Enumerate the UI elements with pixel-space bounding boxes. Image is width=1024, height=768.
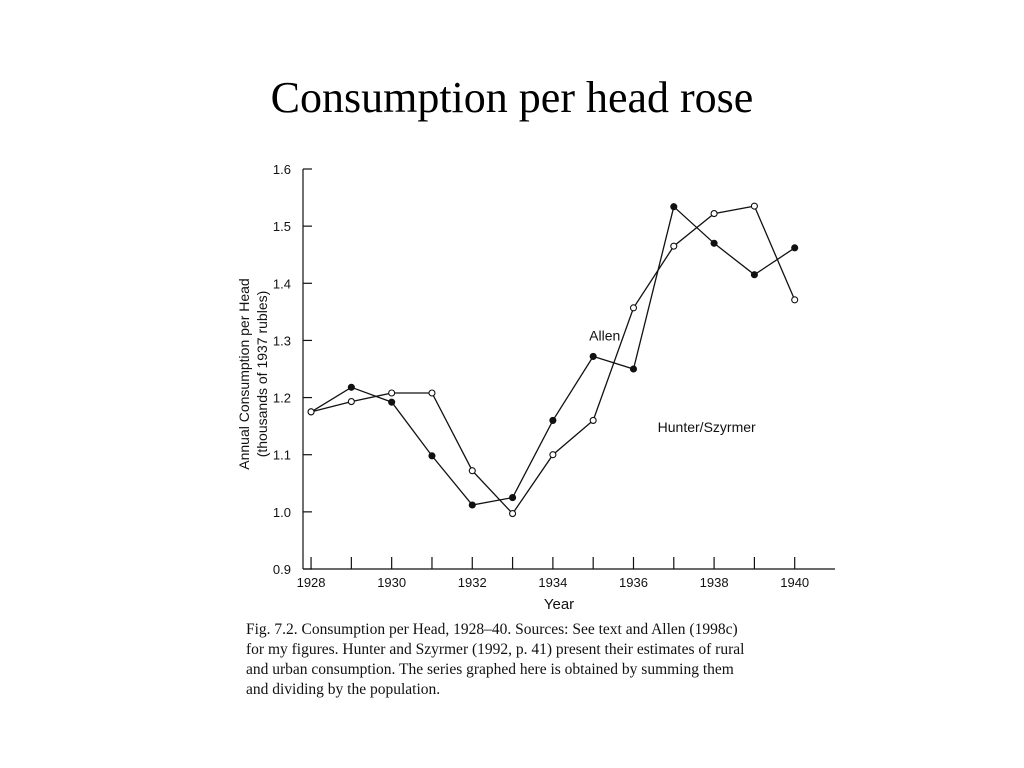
hunter-szyrmer-series-line (311, 206, 795, 513)
caption-line: for my figures. Hunter and Szyrmer (1992, p. 41) present their estimates of rural (246, 641, 745, 658)
y-tick-label: 1.1 (272, 447, 291, 463)
caption-line: and urban consumption. The series graphed here is obtained by summing them (246, 661, 734, 678)
hunter-szyrmer-data-point (429, 390, 435, 396)
allen-data-point (469, 502, 475, 508)
hunter-szyrmer-data-point (389, 390, 395, 396)
hunter-szyrmer-data-point (348, 399, 354, 405)
series-annotation: Allen (589, 327, 621, 344)
y-tick-label: 1.6 (272, 162, 291, 177)
allen-data-point (389, 399, 395, 405)
allen-data-point (630, 366, 636, 372)
hunter-szyrmer-data-point (469, 468, 475, 474)
allen-data-point (590, 353, 596, 359)
series-annotation: Hunter/Szyrmer (657, 418, 756, 435)
hunter-szyrmer-data-point (751, 203, 757, 209)
hunter-szyrmer-data-point (711, 211, 717, 217)
hunter-szyrmer-data-point (792, 297, 798, 303)
allen-data-point (751, 272, 757, 278)
x-tick-label: 1928 (296, 575, 326, 590)
y-tick-label: 1.0 (272, 504, 291, 520)
allen-series-line (311, 207, 795, 505)
y-tick-label: 1.2 (272, 390, 291, 406)
y-tick-label: 1.4 (272, 276, 291, 292)
y-axis-title-line1: Annual Consumption per Head (236, 278, 252, 470)
hunter-szyrmer-data-point (671, 243, 677, 249)
hunter-szyrmer-data-point (550, 452, 556, 458)
allen-data-point (510, 495, 516, 501)
x-tick-label: 1930 (377, 575, 407, 590)
slide-title: Consumption per head rose (270, 73, 754, 122)
x-tick-label: 1936 (619, 575, 648, 590)
y-tick-label: 0.9 (272, 562, 291, 577)
caption-line: and dividing by the population. (246, 681, 441, 698)
allen-data-point (550, 417, 556, 423)
hunter-szyrmer-data-point (510, 511, 516, 517)
figure-caption (246, 620, 826, 700)
y-axis-title-line2: (thousands of 1937 rubles) (254, 290, 270, 458)
x-tick-label: 1938 (699, 575, 729, 590)
allen-data-point (711, 240, 717, 246)
hunter-szyrmer-data-point (630, 305, 636, 311)
allen-data-point (348, 384, 354, 390)
y-tick-label: 1.3 (272, 333, 291, 349)
hunter-szyrmer-data-point (590, 417, 596, 423)
x-tick-label: 1932 (457, 575, 487, 590)
consumption-line-chart (225, 150, 845, 620)
x-tick-label: 1940 (780, 575, 810, 590)
y-tick-label: 1.5 (272, 219, 291, 235)
caption-line: Fig. 7.2. Consumption per Head, 1928–40. Sources: See text and Allen (1998c) (246, 621, 738, 638)
allen-data-point (429, 453, 435, 459)
x-tick-label: 1934 (538, 575, 568, 590)
allen-data-point (671, 204, 677, 210)
hunter-szyrmer-data-point (308, 409, 314, 415)
x-axis-title: Year (543, 596, 575, 613)
allen-data-point (792, 245, 798, 251)
